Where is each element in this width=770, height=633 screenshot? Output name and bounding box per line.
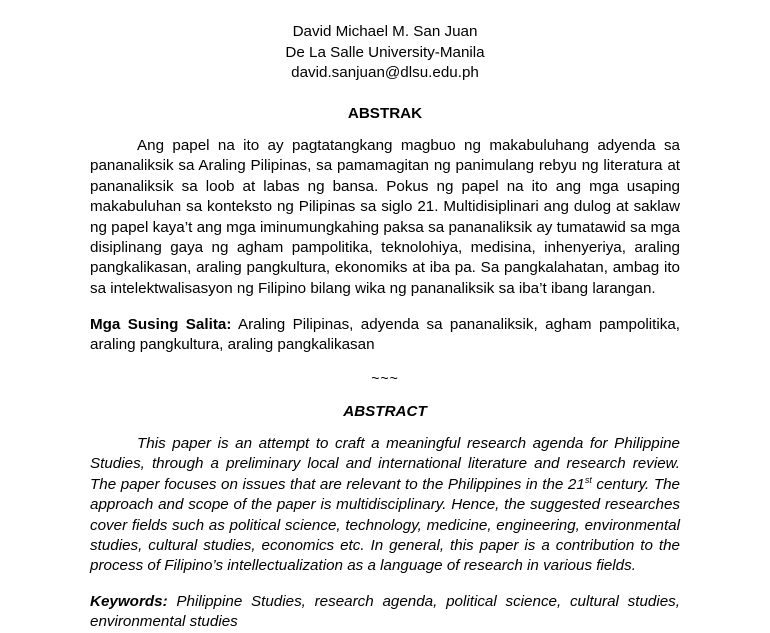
abstract-keywords-text: Philippine Studies, research agenda, political science, cultural studies, environmental studies [90,593,680,631]
abstract-ordinal-suffix: st [584,474,592,485]
abstract-keywords-label: Keywords: [90,593,168,610]
abstrak-paragraph: Ang papel na ito ay pagtatangkang magbuo ng makabuluhang adyenda sa pananaliksik sa Araling Pilipinas, sa pamamagitan ng panimulang rebyu ng literatura at pananaliksik sa loob at labas ng bansa. Pokus ng papel na ito ang mga usaping makabuluhan sa konteksto ng Pilipinas sa siglo 21. Multidisiplinari ang dulog at saklaw ng papel kaya’t ang mga iminumungkahing paksa sa pananaliksik ay tumatawid sa mga disiplinang gaya ng agham pampolitika, teknolohiya, medisina, inhenyeriya, araling pangkalikasan, araling pangkultura, ekonomiks at iba pa. Sa pangkalahatan, ambag ito sa intelektwalisasyon ng Filipino bilang wika ng pananaliksik sa iba’t ibang larangan. [90,137,680,297]
abstrak-keywords [90,315,680,356]
abstrak-keywords-label: Mga Susing Salita: [90,316,232,333]
abstract-text-part1: This paper is an attempt to craft a meaningful research agenda for Philippine Studies, through a preliminary local and international literature and research review. The paper focuses on issues that are relevant to the Philippines in the 21 [90,435,680,493]
abstrak-keywords-text: Araling Pilipinas, adyenda sa pananaliksik, agham pampolitika, araling pangkultura, araling pangkalikasan [90,316,680,354]
abstract-heading: ABSTRACT [343,403,427,420]
abstrak-heading: ABSTRAK [347,105,423,122]
author-block [0,22,770,84]
author-affiliation: De La Salle University-Manila [285,43,485,61]
abstract-paragraph [90,434,680,577]
abstract-text-part2: century. The approach and scope of the paper is multidisciplinary. Hence, the suggested researches cover fields such as political science, technology, medicine, engineering, environmental studies, cultural studies, economics etc. In general, this paper is a contribution to the process of Filipino’s intellectualization as a language of research in various fields. [90,475,680,575]
author-email: david.sanjuan@dlsu.edu.ph [291,64,479,81]
abstract-keywords [90,592,680,633]
section-separator: ~~~ [371,370,399,386]
author-name: David Michael M. San Juan [292,23,478,40]
